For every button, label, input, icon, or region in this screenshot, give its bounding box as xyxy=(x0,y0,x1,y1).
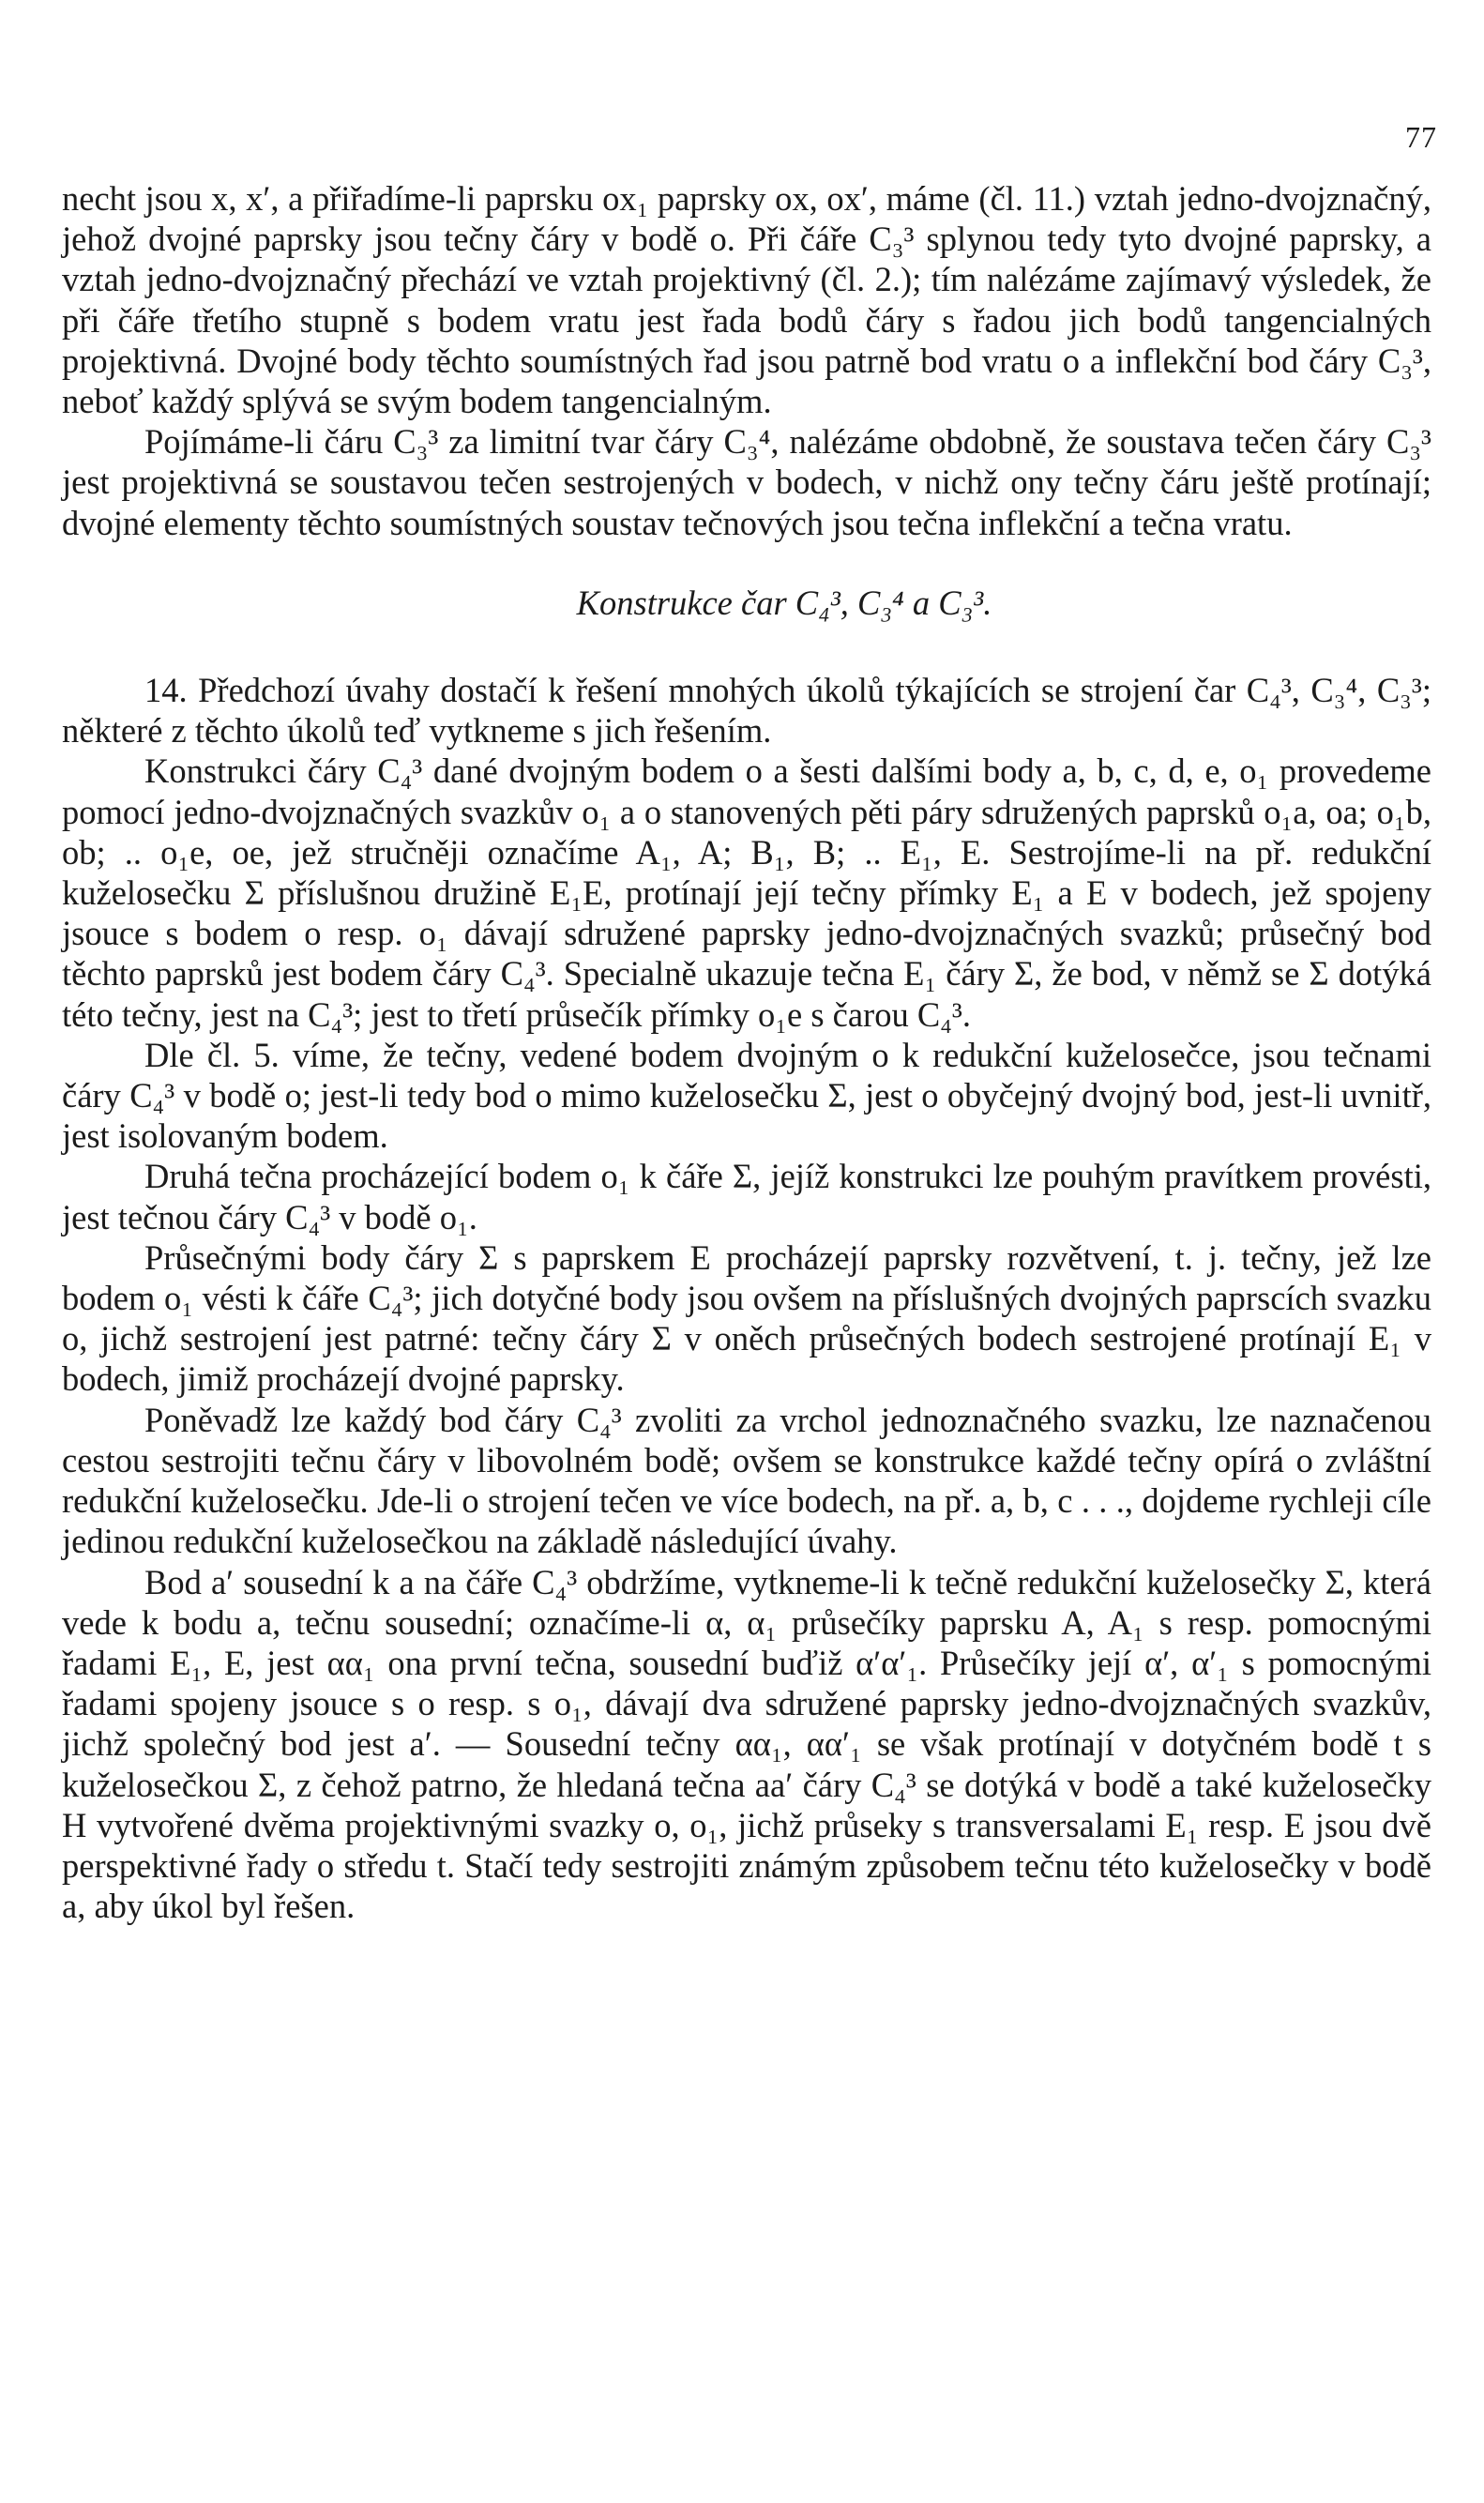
paragraph-second-tangent: Druhá tečna procházející bodem o₁ k čáře Σ, jejíž konstrukci lze pouhým pravítkem provésti, jest tečnou čáry C₄³ v bodě o₁. xyxy=(62,1157,1431,1236)
paragraph-article-5: Dle čl. 5. víme, že tečny, vedené bodem dvojným o k redukční kuželosečce, jsou tečnami čáry C₄³ v bodě o; jest-li tedy bod o mimo kuželosečku Σ, jest o obyčejný dvojný bod, jest-li uvnitř, jest isolovaným bodem. xyxy=(62,1035,1431,1156)
page-body xyxy=(62,178,1431,1926)
paragraph-construction: Konstrukci čáry C₄³ dané dvojným bodem o a šesti dalšími body a, b, c, d, e, o₁ provedeme pomocí jedno-dvojznačných svazkův o₁ a o stanovených pěti páry sdružených paprsků o₁a, oa; o₁b, ob; .. o₁e, oe, jež stručněji označíme A₁, A; B₁, B; .. E₁, E. Sestrojíme-li na př. redukční kuželosečku Σ příslušnou družině E₁E, protínají její tečny přímky E₁ a E v bodech, jež spojeny jsouce s bodem o resp. o₁ dávají sdružené paprsky jedno-dvojznačných svazků; průsečný bod těchto paprsků jest bodem čáry C₄³. Specialně ukazuje tečna E₁ čáry Σ, že bod, v němž se Σ dotýká této tečny, jest na C₄³; jest to třetí průsečík přímky o₁e s čarou C₄³. xyxy=(62,751,1431,1034)
paragraph-neighbouring-point: Bod a′ sousední k a na čáře C₄³ obdržíme, vytkneme-li k tečně redukční kuželosečky Σ, která vede k bodu a, tečnu sousední; označíme-li α, α₁ průsečíky paprsku A, A₁ s resp. pomocnými řadami E₁, E, jest αα₁ ona první tečna, sousední buďiž α′α′₁. Průsečíky její α′, α′₁ s pomocnými řadami spojeny jsouce s o resp. s o₁, dávají dva sdružené paprsky jedno-dvojznačných svazkův, jichž společný bod jest a′. — Sousední tečny αα₁, αα′₁ se však protínají v dotyčném bodě t s kuželosečkou Σ, z čehož patrno, že hledaná tečna aa′ čáry C₄³ se dotýká v bodě a také kuželosečky H vytvořené dvěma projektivnými svazky o, o₁, jichž průseky s transversalami E₁ resp. E jsou dvě perspektivné řady o středu t. Stačí tedy sestrojiti známým způsobem tečnu této kuželosečky v bodě a, aby úkol byl řešen. xyxy=(62,1562,1431,1926)
paragraph-14: 14. Předchozí úvahy dostačí k řešení mnohých úkolů týkajících se strojení čar C₄³, C₃⁴, C₃³; některé z těchto úkolů teď vytkneme s jich řešením. xyxy=(62,671,1431,751)
paragraph-intersection-points: Průsečnými body čáry Σ s paprskem E procházejí paprsky rozvětvení, t. j. tečny, jež lze bodem o₁ vésti k čáře C₄³; jich dotyčné body jsou ovšem na příslušných dvojných paprscích svazku o, jichž sestrojení jest patrné: tečny čáry Σ v oněch průsečných bodech sestrojené protínají E₁ v bodech, jimiž procházejí dvojné paprsky. xyxy=(62,1237,1431,1399)
page-number: 77 xyxy=(1405,120,1437,154)
section-heading: Konstrukce čar C₄³, C₃⁴ a C₃³. xyxy=(576,583,992,622)
paragraph-continuation: necht jsou x, x′, a přiřadíme-li paprsku ox₁ paprsky ox, ox′, máme (čl. 11.) vztah jedno-dvojznačný, jehož dvojné paprsky jsou tečny čáry v bodě o. Při čáře C₃³ splynou tedy tyto dvojné paprsky, a vztah jedno-dvojznačný přechází ve vztah projektivný (čl. 2.); tím nalézáme zajímavý výsledek, že při čáře třetího stupně s bodem vratu jest řada bodů čáry s řadou jich bodů tangencialných projektivná. Dvojné body těchto soumístných řad jsou patrně bod vratu o a inflekční bod čáry C₃³, neboť každý splývá se svým bodem tangencialným. xyxy=(62,179,1431,421)
paragraph-vertex: Poněvadž lze každý bod čáry C₄³ zvoliti za vrchol jednoznačného svazku, lze naznačenou cestou sestrojiti tečnu čáry v libovolném bodě; ovšem se konstrukce každé tečny opírá o zvláštní redukční kuželosečku. Jde-li o strojení tečen ve více bodech, na př. a, b, c . . ., dojdeme rychleji cíle jedinou redukční kuželosečkou na základě následující úvahy. xyxy=(62,1400,1431,1561)
paragraph-limit-form: Pojímáme-li čáru C₃³ za limitní tvar čáry C₃⁴, nalézáme obdobně, že soustava tečen čáry C₃³ jest projektivná se soustavou tečen sestrojených v bodech, v nichž ony tečny čáru ještě protínají; dvojné elementy těchto soumístných soustav tečnových jsou tečna inflekční a tečna vratu. xyxy=(62,422,1431,542)
